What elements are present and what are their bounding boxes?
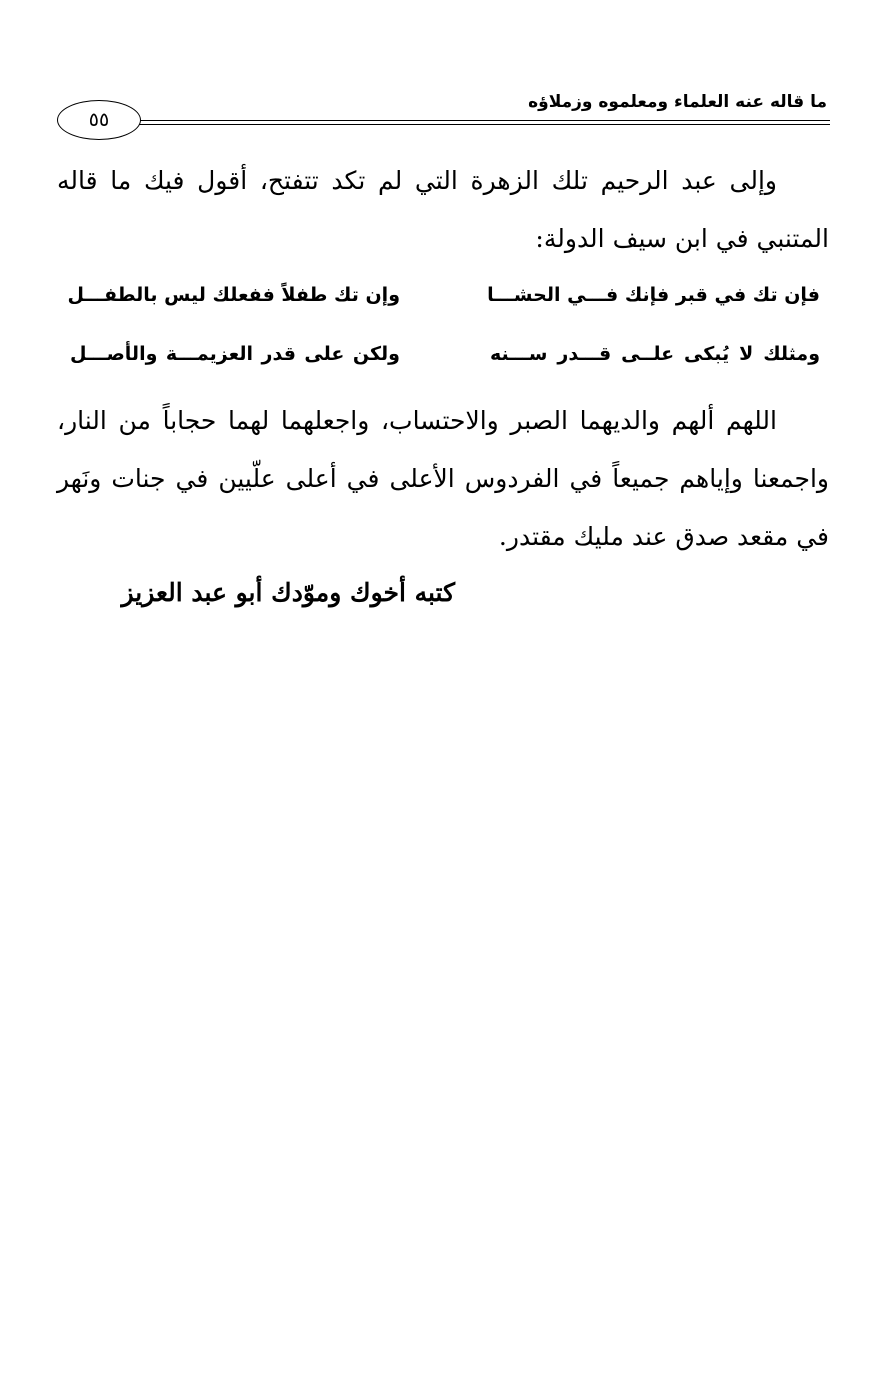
paragraph-prayer: [57, 392, 829, 566]
poem-verse-first-hemistich: ومثلك لا يُبكى علــى قـــدر ســـنه: [490, 343, 820, 365]
running-header-title: ما قاله عنه العلماء ومعلموه وزملاؤه: [528, 92, 827, 112]
header-rule-bottom: [132, 124, 830, 125]
page-number: ٥٥: [57, 100, 141, 140]
paragraph-intro: [57, 152, 829, 268]
poem-verse: [70, 343, 820, 383]
poem-verse-second-hemistich: وإن تك طفلاً ففعلك ليس بالطفـــل: [67, 284, 400, 306]
signature-line: كتبه أخوك وموّدك أبو عبد العزيز: [121, 578, 455, 607]
header-rule-top: [132, 120, 830, 121]
poem-verse-first-hemistich: فإن تك في قبر فإنك فـــي الحشـــا: [487, 284, 820, 306]
poem-verse-second-hemistich: ولكن على قدر العزيمـــة والأصـــل: [70, 343, 400, 365]
paragraph-prayer-text: اللهم ألهم والديهما الصبر والاحتساب، واجعلهما لهما حجاباً من النار، واجمعنا وإياهم جميعاً في الفردوس الأعلى في أعلى علّيين في جنات ونَهر في مقعد صدق عند مليك مقتدر.: [57, 406, 830, 551]
paragraph-intro-text: وإلى عبد الرحيم تلك الزهرة التي لم تكد تتفتح، أقول فيك ما قاله المتنبي في ابن سيف الدولة:: [57, 166, 829, 253]
poem-verse: [67, 284, 820, 324]
